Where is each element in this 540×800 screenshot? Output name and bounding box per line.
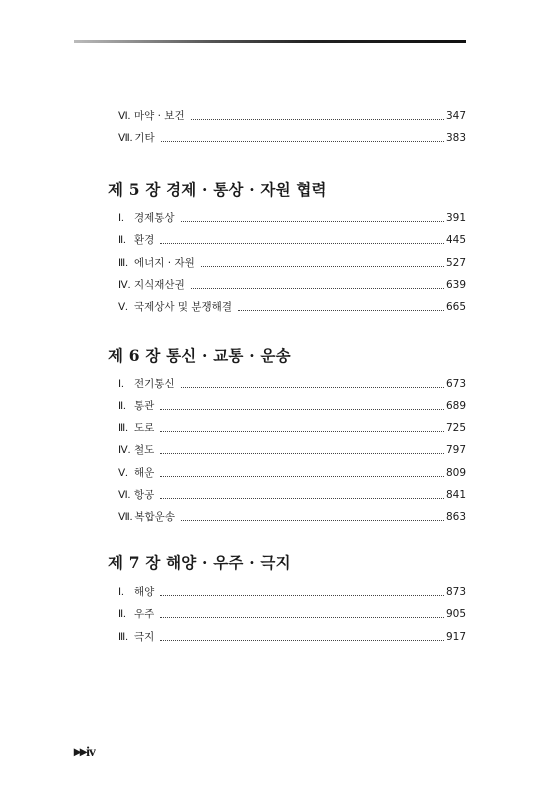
toc-entry-number: Ⅱ. [118,609,126,620]
toc-dot-leader [160,497,444,499]
toc-entry-title: 국제상사 및 분쟁해결 [134,301,232,313]
toc-entry-number: Ⅶ. [118,512,133,523]
toc-entry[interactable] [118,232,466,248]
toc-entry-number: Ⅲ. [118,423,128,434]
toc-dot-leader [160,242,444,244]
toc-entry[interactable] [118,376,466,392]
toc-entry[interactable] [118,130,466,146]
toc-entry-page: 639 [445,279,466,291]
toc-entry-page: 797 [445,444,466,456]
toc-entry-page: 725 [445,422,466,434]
toc-dot-leader [160,616,444,618]
toc-dot-leader [181,220,444,222]
toc-entry-number: Ⅲ. [118,632,128,643]
toc-dot-leader [160,430,444,432]
toc-entry[interactable] [118,629,466,645]
toc-entry-page: 445 [445,234,466,246]
toc-dot-leader [160,475,444,477]
footer-arrow-icon: ▸▸ [74,745,87,760]
toc-entry-number: Ⅰ. [118,213,124,224]
toc-entry-page: 841 [445,489,466,501]
toc-dot-leader [181,519,444,521]
toc-dot-leader [160,594,444,596]
toc-entry[interactable] [118,606,466,622]
toc-dot-leader [238,309,444,311]
toc-entry-page: 347 [445,110,466,122]
toc-entry-title: 도로 [134,422,155,434]
toc-entry[interactable] [118,509,466,525]
toc-dot-leader [160,639,444,641]
toc-entry-number: Ⅳ. [118,280,131,291]
footer-page-number: iv [86,745,95,760]
toc-entry[interactable] [118,398,466,414]
toc-entry[interactable] [118,299,466,315]
toc-dot-leader [160,452,444,454]
toc-entry-page: 873 [445,586,466,598]
toc-entry-title: 전기통신 [134,378,175,390]
toc-entry-page: 809 [445,467,466,479]
toc-entry-number: Ⅲ. [118,258,128,269]
chapter-heading: 제 7 장 해양 · 우주 · 극지 [108,553,291,572]
toc-entry[interactable] [118,210,466,226]
toc-entry-number: Ⅶ. [118,133,133,144]
toc-entry-page: 905 [445,608,466,620]
toc-entry-number: Ⅰ. [118,587,124,598]
toc-entry[interactable] [118,255,466,271]
toc-entry-page: 689 [445,400,466,412]
toc-entry-page: 527 [445,257,466,269]
toc-entry-title: 해운 [134,467,155,479]
toc-entry[interactable] [118,584,466,600]
page-footer [74,744,95,761]
toc-entry-title: 환경 [134,234,155,246]
toc-entry-page: 917 [445,631,466,643]
toc-dot-leader [201,265,444,267]
toc-entry-page: 391 [445,212,466,224]
toc-entry-title: 마약 · 보건 [134,110,185,122]
toc-dot-leader [191,118,444,120]
toc-entry-title: 통관 [134,400,155,412]
toc-entry-number: Ⅰ. [118,379,124,390]
toc-entry-page: 665 [445,301,466,313]
toc-entry-number: Ⅱ. [118,401,126,412]
toc-entry-title: 지식재산권 [134,279,185,291]
toc-entry-title: 극지 [134,631,155,643]
toc-dot-leader [191,287,444,289]
toc-entry-number: Ⅱ. [118,235,126,246]
toc-entry-title: 우주 [134,608,155,620]
toc-dot-leader [161,140,444,142]
toc-entry-number: Ⅳ. [118,445,131,456]
toc-entry[interactable] [118,465,466,481]
toc-entry[interactable] [118,420,466,436]
toc-dot-leader [181,386,444,388]
toc-entry-title: 경제통상 [134,212,175,224]
toc-entry-number: Ⅵ. [118,111,131,122]
toc-entry-title: 에너지 · 자원 [134,257,195,269]
toc-entry-title: 복합운송 [134,511,175,523]
chapter-heading: 제 5 장 경제 · 통상 · 자원 협력 [108,180,327,199]
toc-entry[interactable] [118,277,466,293]
header-rule [74,40,466,43]
toc-entry-title: 철도 [134,444,155,456]
toc-entry-title: 기타 [134,132,155,144]
toc-entry-number: Ⅵ. [118,490,131,501]
toc-entry-page: 673 [445,378,466,390]
toc-entry-page: 863 [445,511,466,523]
toc-entry[interactable] [118,442,466,458]
toc-entry-title: 해양 [134,586,155,598]
chapter-heading: 제 6 장 통신 · 교통 · 운송 [108,346,291,365]
toc-dot-leader [160,408,444,410]
toc-entry[interactable] [118,487,466,503]
toc-entry[interactable] [118,108,466,124]
toc-entry-number: Ⅴ. [118,468,128,479]
toc-entry-title: 항공 [134,489,155,501]
toc-entry-number: Ⅴ. [118,302,128,313]
toc-entry-page: 383 [445,132,466,144]
